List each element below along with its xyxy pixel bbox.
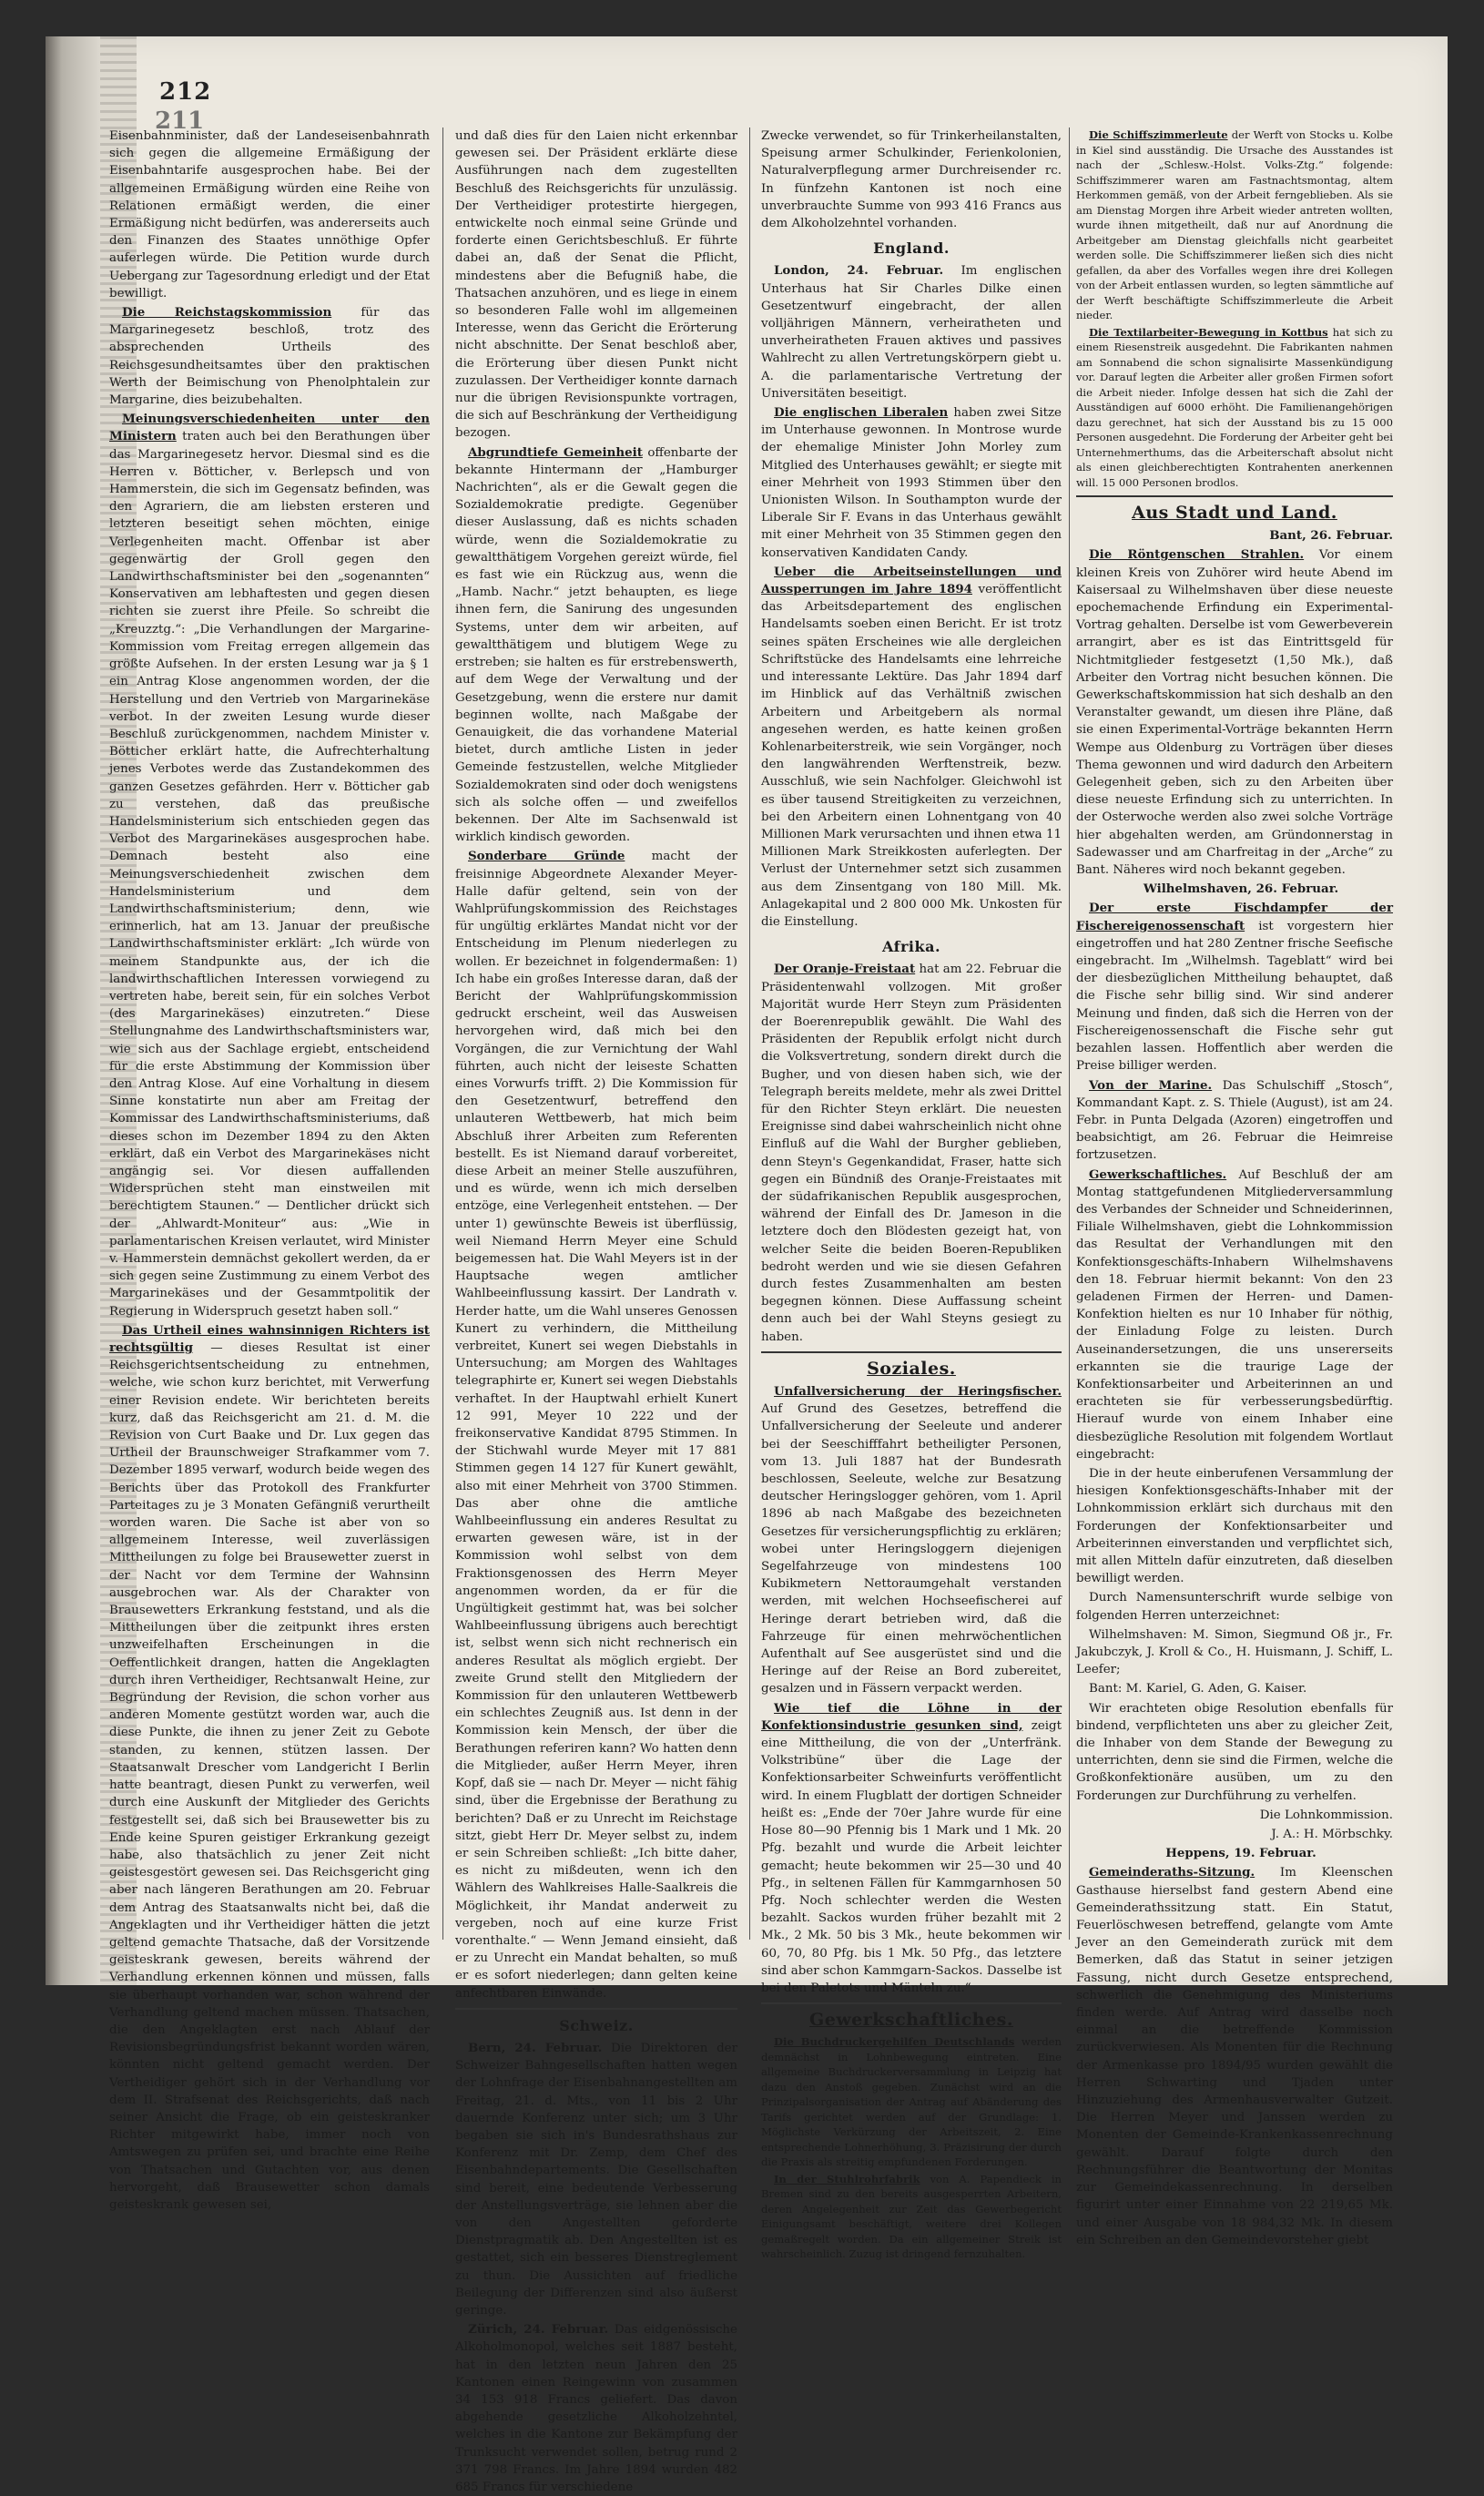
paragraph: Die in der heute einberufenen Versammlung der hiesigen Konfektionsgeschäfts-Inhaber mit der Lohnkommission erklärt sich durchaus mit den Forderungen der Konfektionsarbeiter und Arbeiterinnen einverstanden und verpflichtet sich, mit allen Mitteln dafür einzutreten, daß dieselben bewilligt werden. [1076, 1466, 1393, 1586]
paragraph: der Werft von Stocks u. Kolbe in Kiel sind ausständig. Die Ursache des Ausstandes ist nach der „Schlesw.-Holst. Volks-Ztg.“ folgende: Schiffszimmerer waren am Fastnachtsmontag, altem Herkommen gemäß, von der Arbeit ferngeblieben. Als sie am Dienstag Morgen ihre Arbeit wieder antreten wollten, wurde ihnen mitgetheilt, daß nur auf Anordnung die Arbeitgeber am Dienstag gleichfalls nicht gearbeitet werden solle. Die Schiffszimmerer ließen sich dies nicht gefallen, da aber des Vorfalles wegen ihre drei Kollegen von der Arbeit entlassen wurden, so legten sämmtliche auf der Werft beschäftigte Schiffszimmerleute die Arbeit nieder. [1076, 128, 1393, 321]
paragraph: Auf Beschluß der am Montag stattgefundenen Mitgliederversammlung des Verbandes der Schneider und Schneiderinnen, Filiale Wilhelmshaven, giebt die Lohnkommission das Resultat der Verhandlungen mit den Konfektionsgeschäfts-Inhabern Wilhelmshavens den 18. Februar hiermit bekannt: Von den 23 geladenen Firmen der Herren- und Damen-Konfektion hielten es nur 10 Inhaber für nöthig, der Einladung Folge zu leisten. Durch Auseinandersetzungen, die uns unsererseits erkannten sie die traurige Lage der Konfektionsarbeiter und Arbeiterinnen an und erachteten sie für verbesserungsbedürftig. Hierauf wurde von einem Inhaber eine diesbezügliche Resolution mit folgendem Wortlaut eingebracht: [1076, 1167, 1393, 1462]
paragraph: Das eidgenössische Alkoholmonopol, welches seit 1887 besteht, hat in den letzten neun Jahren den 25 Kantonen einen Reingewinn von zusammen 34 153 918 Francs geliefert. Das davon abgehende gesetzliche Alkoholzehntel, welches in die Kantone zur Bekämpfung der Trunksucht verwendet sollen, betrug rund 2 371 798 Francs. Im Jahre 1894 wurden 482 685 Francs für verschiedene [455, 2323, 737, 2495]
section-rule [455, 2008, 737, 2010]
dateline: Bern, 24. Februar. [468, 2040, 603, 2055]
paragraph: offenbarte der bekannte Hintermann der „Hamburger Nachrichten“, als er die Gewalt gegen die Sozialdemokratie predigte. Gegenüber dieser Auslassung, daß es nichts schaden würde, wenn die Sozialdemokratie zu gewaltthätigem Vorgehen gereizt würde, fiel es fast wie ein Rückzug aus, wenn die „Hamb. Nachr.“ jetzt behaupten, es liege ihnen fern, die Sanirung des ungesunden Systems, unter dem wir arbeiten, auf gewaltthätigem und blutigem Wege zu erstreben; sie halten es für erstrebenswerth, auf dem Wege der Verwaltung und der Gesetzgebung, wenn die erstere nur damit beginnen wollte, nach Maßgabe der Genauigkeit, die das vorhandene Material bietet, durch amtliche Listen in jeder Gemeinde festzustellen, welche Mitglieder Sozialdemokraten sind oder doch wenigstens sich als solche offen — und zweifellos bekennen. Der Alte im Sachsenwald ist wirklich kindisch geworden. [455, 445, 738, 845]
headline: Die englischen Liberalen [774, 405, 949, 421]
paragraph: Auf Grund des Gesetzes, betreffend die Unfallversicherung der Seeleute und anderer bei der Seeschifffahrt betheiligter Personen, vom 13. Juli 1887 hat der Bundesrath beschlossen, Seeleute, welche zur Besatzung deutscher Heringslogger gehören, vom 1. April 1896 ab nach Maßgabe des bezeichneten Gesetzes für versicherungspflichtig zu erklären; wobei unter Heringsloggern diejenigen Segelfahrzeuge von mindestens 100 Kubikmetern Nettoraumgehalt verstanden werden, mit welchen Hochseefischerei auf Heringe derart betrieben wird, daß die Fahrzeuge für einen mehrwöchentlichen Aufenthalt auf See ausgerüstet sind und die Heringe auf der Reise an Bord zubereitet, gesalzen und in Fässern verpackt werden. [761, 1402, 1062, 1696]
section-rule [761, 2002, 1062, 2004]
section-rule [761, 1351, 1062, 1353]
section-heading-afrika: Afrika. [881, 938, 941, 956]
section-heading-stadt-und-land: Aus Stadt und Land. [1132, 503, 1337, 523]
paragraph: macht der freisinnige Abgeordnete Alexander Meyer-Halle dafür geltend, sein von der Wahlprüfungskommission des Reichstages für ungültig erklärtes Mandat nicht vor der Entscheidung im Plenum niederlegen zu wollen. Er bezeichnet in folgendermaßen: 1) Ich habe ein großes Interesse daran, daß der Bericht der Wahlprüfungskommission gedruckt erscheint, weil das Ausweisen hervorgehen wird, daß mich bei den Vorgängen, die zur Vernichtung der Wahl führten, auch nicht der leiseste Schatten eines Vorwurfs trifft. 2) Die Kommission für den Gesetzentwurf, betreffend den unlauteren Wettbewerb, hat mich beim Abschluß ihrer Arbeiten zum Referenten bestellt. Es ist Niemand darauf vorbereitet, diese Arbeit an meiner Stelle auszuführen, und es würde, wenn ich mich derselben entzöge, eine Verlegenheit entstehen. — Der unter 1) gewünschte Beweis ist überflüssig, weil Niemand Herrn Meyer eine Schuld beigemessen hat. Die Wahl Meyers ist in der Hauptsache wegen amtlicher Wahlbeeinflussung kassirt. Der Landrath v. Herder hatte, um die Wahl unseres Genossen Kunert zu verhindern, die Mittheilung verbreitet, Kunert sei wegen Diebstahls in Untersuchung; am Morgen des Wahltages telegraphirte er, Kunert sei wegen Diebstahls verhaftet. In der Hauptwahl erhielt Kunert 12 991, Meyer 10 222 und der freikonservative Kandidat 8795 Stimmen. In der Stichwahl wurde Meyer mit 17 881 Stimmen gegen 14 127 für Kunert gewählt, also mit einer Mehrheit von 3700 Stimmen. Das aber ohne die amtliche Wahlbeeinflussung ein anderes Resultat zu erwarten gewesen wäre, ist in der Kommission wohl selbst von dem Fraktionsgenossen des Herrn Meyer angenommen worden, da er für die Ungültigkeit gestimmt hat, was bei solcher Wahlbeeinflussung übrigens auch berechtigt ist, selbst wenn sich nicht rechnerisch ein anderes Resultat als möglich ergiebt. Der zweite Grund stellt den Mitgliedern der Kommission für den unlauteren Wettbewerb ein schlechtes Zeugniß aus. Ist denn in der Kommission kein Mensch, der über die Berathungen referiren kann? Wo hatten denn die Mitglieder, außer Herrn Meyer, ihren Kopf, daß sie — nach Dr. Meyer — nicht fähig sind, über die Ergebnisse der Berathung zu berichten? Daß er zu Unrecht im Reichstage sitzt, giebt Herr Dr. Meyer selbst zu, indem er sein Schreiben schließt: „Ich bitte daher, es nicht zu mißdeuten, wenn ich den Wählern des Wahlkreises Halle-Saalkreis die Möglichkeit, ihr Mandat anderweit zu vergeben, noch auf eine kurze Frist vorenthalte.“ — Wenn Jemand einsieht, daß er zu Unrecht ein Mandat behalten, so muß er es sofort niederlegen; dann gelten keine anfechtbaren Einwände. [455, 850, 737, 2001]
column-1 [109, 127, 430, 2212]
paragraph: haben zwei Sitze im Unterhause gewonnen. In Montrose wurde der ehemalige Minister John Morley zum Mitglied des Unterhauses gewählt; er siegte mit einer Mehrheit von 1993 Stimmen über den Unionisten Wilson. In Southampton wurde der Liberale Sir F. Evans in das Unterhaus gewählt mit einer Mehrheit von 35 Stimmen gegen den konservativen Kandidaten Candy. [761, 406, 1062, 560]
headline: Die Buchdruckergehilfen Deutschlands [774, 2035, 1015, 2049]
headline: Sonderbare Gründe [468, 849, 625, 864]
section-heading-gewerkschaftliches: Gewerkschaftliches. [809, 2010, 1013, 2031]
paragraph: von A. Papendieck in Bremen sind zu den bereits ausgesperrten Arbeitern, deren Angelegenheit zur Zeit das Gewerbegericht Einigungsamt beschäftigt, weitere drei Kollegen gemaßregelt worden. Da ein allgemeiner Streik ist wahrscheinlich. Zuzug ist dringend fernzuhalten. [761, 2172, 1062, 2261]
paragraph: zeigt eine Mittheilung, die von der „Unterfränk. Volkstribüne“ über die Lage der Konfektionsarbeiter Schweinfurts veröffentlicht wird. In einem Flugblatt der dortigen Schneider heißt es: „Ende der 70er Jahre wurde für eine Hose 80—90 Pfennig bis 1 Mark und 1 Mk. 20 Pfg. bezahlt und wurde die Arbeit leichter gemacht; heute bekommen wir 25—30 und 40 Pfg., in seltenen Fällen für Kammgarnhosen 50 Pfg. Noch schlechter werden die Westen bezahlt. Sackos wurden früher bezahlt mit 2 Mk., 2 Mk. 50 bis 3 Mk., heute bekommen wir 60, 70, 80 Pfg. bis 1 Mk. 50 Pfg., das letztere sind aber schon Kammgarn-Sackos. Dasselbe ist bei den Paletots und Mänteln zu.“ [761, 1718, 1062, 1995]
headline: Der Oranje-Freistaat [774, 962, 916, 977]
signature: J. A.: H. Mörbschky. [1271, 1828, 1393, 1842]
headline: In der Stuhlrohrfabrik [774, 2172, 920, 2185]
paragraph: traten auch bei den Berathungen über das Margarinegesetz hervor. Diesmal sind es die Herren v. Bötticher, v. Berlepsch und von Hammerstein, die sich im Gegensatz befinden, was den Agrariern, die am liebsten ersteren und letzteren beseitigt sehen möchten, einige Verlegenheiten macht. Offenbar ist aber gegenwärtig der Groll gegen den Landwirthschaftsminister bei den „sogenannten“ Konservativen am lebhaftesten und gegen diesen richten sie zuerst ihre Pfeile. So schreibt die „Kreuzztg.“: „Die Verhandlungen der Margarine-Kommission vom Freitag erregen allgemein das größte Aufsehen. In der ersten Lesung war ja § 1 ein Antrag Klose angenommen worden, der die Herstellung und den Vertrieb von Margarinekäse verbot. In der zweiten Lesung wurde dieser Beschluß zurückgenommen, nachdem Minister v. Bötticher erklärt hatte, die Aufrechterhaltung jenes Verbotes werde das Zustandekommen des ganzen Gesetzes gefährden. Herr v. Bötticher gab zu verstehen, daß das preußische Handelsministerium sich entschieden gegen das Verbot des Margarinekäses ausgesprochen habe. Demnach besteht also eine Meinungsverschiedenheit zwischen dem Handelsministerium und dem Landwirthschaftsministerium; denn, wie erinnerlich, hat am 13. Januar der preußische Landwirthschaftsminister erklärt: „Ich würde von meinem Standpunkte aus, der ich die landwirthschaftlichen Interessen vorwiegend zu vertreten habe, bereit sein, für ein solches Verbot (des Margarinekäses) einzutreten.“ Diese Stellungnahme des Landwirthschaftsministers war, wie sich aus der Sachlage ergiebt, entscheidend für die erste Abstimmung der Kommission über den Antrag Klose. Auf eine Vorhaltung in diesem Sinne konstatirte nun aber am Freitag der Kommissar des Landwirthschaftsministeriums, daß dieses schon im Dezember 1894 zu den Akten erklärt, daß ein Verbot des Margarinekäses nicht angängig sei. Vor diesen auffallenden Widersprüchen steht man einstweilen mit berechtigtem Staunen.“ — Dentlicher drückt sich der „Ahlwardt-Moniteur“ aus: „Wie in parlamentarischen Kreisen verlautet, wird Minister v. Hammerstein demnächst gekollert werden, da er sich gegen seine Zustimmung zu einem Verbot des Margarinekäses und der Gesammtpolitik der Regierung in Widerspruch gesetzt haben soll.“ [109, 430, 430, 1319]
paragraph: hat sich zu einem Riesenstreik ausgedehnt. Die Fabrikanten nahmen am Sonnabend die schon signalisirte Massenkündigung vor. Darauf legten die Arbeiter aller großen Firmen sofort die Arbeit nieder. Infolge dessen hat sich die Zahl der Ausständigen auf 6000 erhöht. Die Familienangehörigen dazu gerechnet, hat sich der Ausstand bis zu 15 000 Personen ausgedehnt. Die Forderung der Arbeiter geht bei Unternehmerthums, das die Arbeiterschaft absolut nicht als einen gleichberechtigten Kontrahenten anerkennen will. 15 000 Personen brodlos. [1076, 325, 1393, 489]
column-rule [1069, 127, 1070, 1940]
dateline: Wilhelmshaven, 26. Februar. [1143, 881, 1339, 897]
section-heading-schweiz: Schweiz. [559, 2016, 634, 2034]
page-number: 212 [159, 78, 212, 106]
column-rule [442, 127, 443, 1940]
paragraph: Wir erachteten obige Resolution ebenfalls für bindend, verpflichteten uns aber zu gleicher Zeit, die Inhaber von dem Stande der Bewegung zu unterrichten, denn sie sind die Firmen, welche die Großkonfektionäre ausüben, um zu den Forderungen zur Durchführung zu verhelfen. [1076, 1701, 1393, 1803]
section-rule [1076, 495, 1393, 497]
headline: Wie tief die Löhne in der Konfektionsindustrie gesunken sind, [761, 1700, 1062, 1733]
paragraph: Im englischen Unterhaus hat Sir Charles Dilke einen Gesetzentwurf eingebracht, der allen volljährigen Männern, verheiratheten und unverheiratheten Frauen aktives und passives Wahlrecht zu allen Vertretungskörpern giebt u. A. die parlamentarische Vertretung der Universitäten beseitigt. [761, 264, 1062, 401]
headline: Der erste Fischdampfer der Fischereigenossenschaft [1076, 901, 1393, 933]
paragraph: für das Margarinegesetz beschloß, trotz des absprechenden Urtheils des Reichsgesundheitsamtes über den praktischen Werth der Beimischung von Phenolphtalein zur Margarine, dies beizubehalten. [109, 306, 430, 408]
page-gutter [46, 36, 100, 1985]
column-4 [1076, 127, 1393, 2247]
paragraph: Vor einem kleinen Kreis von Zuhörer wird heute Abend im Kaisersaal zu Wilhelmshaven über diese neueste epochemachende Erfindung ein Experimental-Vortrag gehalten. Derselbe ist vom Gewerbeverein arrangirt, aber es ist das Eintrittsgeld für Nichtmitglieder festgesetzt (1,50 Mk.), daß Arbeiter den Vortrag nicht besuchen können. Die Gewerkschaftskommission hat sich deshalb an den Veranstalter gewandt, um diesen ihre Pläne, daß sie einen Experimental-Vorträge bekannten Herrn Wempe aus Oldenburg zu Vorträgen über dieses Thema gewonnen und wird dadurch den Arbeitern Gelegenheit geben, sich zu den Arbeiten über diese neueste Erfindung sich zu unterrichten. In der Osterwoche werden also zwei solche Vorträge hier abgehalten werden, am Gründonnerstag in Sadewasser und am Charfreitag in der „Arche“ zu Bant. Näheres wird noch bekannt gegeben. [1076, 548, 1393, 878]
column-2 [455, 127, 738, 2495]
paragraph: ist vorgestern hier eingetroffen und hat 280 Zentner frische Seefische eingebracht. Im „Wilhelmsh. Tageblatt“ wird bei der diesbezüglichen Mittheilung behauptet, daß die Fische sehr billig sind. Wir sind anderer Meinung und finden, daß sich die Herren von der Fischereigenossenschaft die Fische sehr gut bezahlen lassen. Hoffentlich aber werden die Preise billiger werden. [1076, 919, 1393, 1074]
paragraph: Bant: M. Kariel, G. Aden, G. Kaiser. [1089, 1682, 1307, 1696]
dateline: Zürich, 24. Februar. [468, 2322, 609, 2338]
headline: Die Schiffszimmerleute [1089, 128, 1228, 141]
paragraph: und daß dies für den Laien nicht erkennbar gewesen sei. Der Präsident erklärte diese Ausführungen nach dem zugestellten Beschluß des Reichsgerichts für unzulässig. Der Vertheidiger protestirte hiergegen, entwickelte noch einmal seine Gründe und forderte einen Gerichtsbeschluß. Er führte dabei an, daß der Senat die Pflicht, mindestens aber die Befugniß habe, die Thatsachen anzuhören, und es liege in einem so besonderen Falle wohl im allgemeinen Interesse, wenn das Gericht die Erörterung nicht abschnitte. Der Senat beschloß aber, die Erörterung über diesen Punkt nicht zuzulassen. Der Vertheidiger konnte darnach nur die übrigen Revisionspunkte vortragen, die sich auf Beschränkung der Vertheidigung bezogen. [455, 129, 737, 441]
headline: Das Urtheil eines wahnsinnigen Richters ist rechtsgültig [109, 1322, 430, 1356]
paragraph: Das Schulschiff „Stosch“, Kommandant Kapt. z. S. Thiele (August), ist am 24. Febr. in Punta Delgada (Azoren) eingetroffen und beabsichtigt, am 26. Februar die Heimreise fortzusetzen. [1076, 1078, 1393, 1163]
paragraph: werden demnächst in Lohnbewegung eintreten. Eine allgemeine Buchdruckerversammlung in Leipzig hat dazu den Anstoß gegeben. Zunächst wird an die Prinzipalsorganisation der Antrag auf Abänderung des Tarifs gerichtet werden auf der Grundlage: 1. Möglichste Verkürzung der Arbeitszeit, 2. Eine entsprechende Lohnerhöhung, 3. Präzisirung der durch die Praxis als streitig empfundenen Forderungen. [761, 2035, 1062, 2169]
section-heading-soziales: Soziales. [867, 1358, 956, 1379]
paragraph: — dieses Resultat ist einer Reichsgerichtsentscheidung zu entnehmen, welche, wie schon kurz berichtet, mit Verwerfung einer Revision endete. Wir berichteten bereits kurz, daß das Reichsgericht am 21. d. M. die Revision von Curt Baake und Dr. Lux gegen das Urtheil der Braunschweiger Strafkammer vom 7. Dezember 1895 verwarf, wodurch beide wegen des Berichts über das Protokoll des Frankfurter Parteitages zu je 3 Monaten Gefängniß verurtheilt worden waren. Die Sache ist aber von so allgemeinem Interesse, weil zuverlässigen Mittheilungen zu folge bei Brausewetter zuerst in der Nacht vor dem Termine der Wahnsinn ausgebrochen war. Als der Charakter von Brausewetters Erkrankung feststand, und als die Mittheilungen über die zeitpunkt ihres ersten unzweifelhaften Erscheinungen in die Oeffentlichkeit drangen, hatten die Angeklagten durch ihren Vertheidiger, Rechtsanwalt Heine, zur Begründung der Revision, die schon vorher aus anderen Momente gestützt worden war, auch die diese Punkte, die ihnen zu jener Zeit zu Gebote standen, zu kennen, stützen lassen. Der Staatsanwalt Drescher vom Landgericht I Berlin hatte beantragt, diesen Punkt zu verwerfen, weil durch eine Auskunft der Mitglieder des Gerichts festgestellt sei, daß sich bei Brausewetter bis zu Ende keine Spuren geistiger Erkrankung gezeigt habe, also thatsächlich zu jener Zeit nicht geistesgestört gewesen sei. Das Reichsgericht ging aber nach längeren Berathungen am 20. Februar dem Antrag des Staatsanwalts nicht bei, daß die Angeklagten und ihr Vertheidiger hätten die jetzt geltend gemachte Thatsache, daß der Vorsitzende geisteskrank gewesen, bereits während der Verhandlung erkennen können und müssen, falls sie überhaupt vorhanden war, schon während der Verhandlung geltend machen müssen. Thatsachen, die den Angeklagten erst nach Ablauf der Revisionsbegründungsfrist bekannt worden wären, könnten nicht geltend gemacht werden. Der Vertheidiger gehört sich in der Verhandlung vor dem II. Strafsenat des Reichsgerichts, daß nach seiner Ansicht die Frage, ob ein geisteskranker Richter mitgewirkt habe, immer noch von Amtswegen zu prüfen sei, und brachte eine Reihe von Thatsachen und Gutachten vor, aus denen hervorgeht, daß Brausewetter schon damals geisteskrank gewesen sei, [109, 1341, 430, 2212]
dateline: Heppens, 19. Februar. [1165, 1846, 1316, 1861]
paragraph: Die Direktoren der Schweizer Bahngesellschaften hatten wegen der Lohnfrage der Eisenbahnangestellten am Freitag, 21. d. Mts., von 11 bis 2 Uhr dauernde Konferenz unter sich; um 3 Uhr begaben sie sich in's Bundesrathshaus zur Konferenz mit Dr. Zemp, dem Chef des Eisenbahndepartements. Die Gesellschaften sind bereit, eine bedeutende Verbesserung der Anstellungsverträge, sie lehnen aber die von den Angestellten geforderte Dienstpragmatik ab. Den Angestellten ist es gestattet, sich ein besseres Dienstreglement zu thun. Die Aussichten auf friedliche Beilegung der Differenzen sind also äußerst geringe. [455, 2041, 737, 2318]
headline: Die Textilarbeiter-Bewegung in Kottbus [1089, 325, 1328, 339]
paragraph: veröffentlicht das Arbeitsdepartement des englischen Handelsamts soeben einen Bericht. Er ist trotz seines späten Erscheines wie alle dergleichen Schriftstücke des Handelsamts eine lehrreiche und interessante Lektüre. Das Jahr 1894 darf im Hinblick auf das Verhältniß zwischen Arbeitern und Arbeitgebern als normal angesehen werden, es hatte keinen großen Kohlenarbeiterstreik, wie sein Vorgänger, noch den langwährenden Werftenstreik, bezw. Ausschluß, wie sein Nachfolger. Gleichwohl ist es über tausend Streitigkeiten zu verzeichnen, bei den Arbeitern einen Lohnentgang von 40 Millionen Mark verursachten und ihnen etwa 11 Millionen Mark Streikkosten auferlegten. Der Verlust der Unternehmer setzt sich zusammen aus dem Zinsentgang von 180 Mill. Mk. Anlagekapital und 2 800 000 Mk. Unkosten für die Einstellung. [761, 583, 1062, 929]
paragraph: Eisenbahnminister, daß der Landeseisenbahnrath sich gegen die allgemeine Ermäßigung der Eisenbahntarife ausgesprochen habe. Bei der allgemeinen Ermäßigung würden eine Reihe von Relationen ermäßigt werden, die einer Ermäßigung nicht bedürfen, was andererseits auch den Finanzen des Staates unnöthige Opfer auferlegen würde. Die Petition wurde durch Uebergang zur Tagesordnung erledigt und der Etat bewilligt. [109, 129, 430, 301]
paragraph: hat am 22. Februar die Präsidentenwahl vollzogen. Mit großer Majorität wurde Herr Steyn zum Präsidenten der Boerenrepublik gewählt. Die Wahl des Präsidenten der Republik erfolgt nicht durch die Volksvertretung, sondern direkt durch die Bugher, und von diesen haben sich, wie der Telegraph bereits meldete, mehr als zwei Drittel für den Richter Steyn erklärt. Die neuesten Ereignisse sind dabei wahrscheinlich nicht ohne Einfluß auf die Wahl der Burgher geblieben, denn Steyn's Gegenkandidat, Fraser, hatte sich gegen ein Bündniß des Oranje-Freistaates mit der südafrikanischen Republik ausgesprochen, während der Einfall des Dr. Jameson in die letztere doch den Blödesten gezeigt hat, von welcher Seite die beiden Boeren-Republiken bedroht werden und wie sie diesen Gefahren durch festes Zusammenhalten am besten begegnen können. Diese Auffassung scheint denn auch bei der Wahl Steyns gesiegt zu haben. [761, 963, 1062, 1344]
dateline: London, 24. Februar. [774, 263, 944, 279]
headline: Die Röntgenschen Strahlen. [1089, 547, 1305, 563]
column-rule [749, 127, 750, 1940]
headline: Gewerkschaftliches. [1089, 1166, 1227, 1182]
headline: Ueber die Arbeitseinstellungen und Aussperrungen im Jahre 1894 [761, 564, 1062, 597]
headline: Die Reichstagskommission [122, 305, 332, 321]
headline: Von der Marine. [1089, 1077, 1213, 1093]
dateline: Bant, 26. Februar. [1269, 528, 1393, 544]
column-3 [761, 127, 1062, 2261]
paragraph: Zwecke verwendet, so für Trinkerheilanstalten, Speisung armer Schulkinder, Ferienkolonien, Naturalverpflegung armer Durchreisender rc. In fünfzehn Kantonen ist noch eine unverbrauchte Summe von 993 416 Francs aus dem Alkoholzehntel vorhanden. [761, 129, 1062, 231]
paragraph: Wilhelmshaven: M. Simon, Siegmund Oß jr., Fr. Jakubczyk, J. Kroll & Co., H. Huismann, J. Schiff, L. Leefer; [1076, 1627, 1393, 1677]
headline: Meinungsverschiedenheiten unter den Ministern [109, 412, 430, 444]
signature: Die Lohnkommission. [1259, 1808, 1393, 1822]
headline: Gemeinderaths-Sitzung. [1089, 1865, 1255, 1880]
headline: Abgrundtiefe Gemeinheit [468, 444, 643, 460]
paragraph: Durch Namensunterschrift wurde selbige von folgenden Herren unterzeichnet: [1076, 1591, 1393, 1623]
paragraph: Im Kleenschen Gasthause hierselbst fand gestern Abend eine Gemeinderathssitzung statt. Ein Statut, Feuerlöschwesen betreffend, gelangte vom Amte Jever an den Gemeinderath zurück mit dem Bemerken, daß das Statut in seiner jetzigen Fassung, nicht durch Gesetze entsprechend, schwerlich die Genehmigung des Ministeriums finden werde. Auf Antrag wird dasselbe noch einmal an die betreffende Kommission zurückverwiesen. Als Monenten für die Rechnung der Armenkasse pro 1894/95 wurden gewählt die Herren Schwarting und Tjaden unter Hinzuziehung des Armenhausverwalter Gutzeit. Die Herren Meyer und Janssen werden zu Monenten der Gemeinde-Krankenkassenrechnung gewählt. Darauf folgte durch den Rechnungsführer die Beantwortung der Monitas zur Gemeindekassenrechnung. In derselben figurirt unter einer Einnahme von 22 219,65 Mk. und einer Ausgabe von 18 984,32 Mk. In diesem ein Schreiben an den Gemeindevorsteher giebt [1076, 1866, 1393, 2247]
page-number-shadow: 211 [155, 107, 205, 135]
headline: Unfallversicherung der Heringsfischer. [774, 1384, 1062, 1400]
section-heading-england: England. [873, 239, 950, 258]
